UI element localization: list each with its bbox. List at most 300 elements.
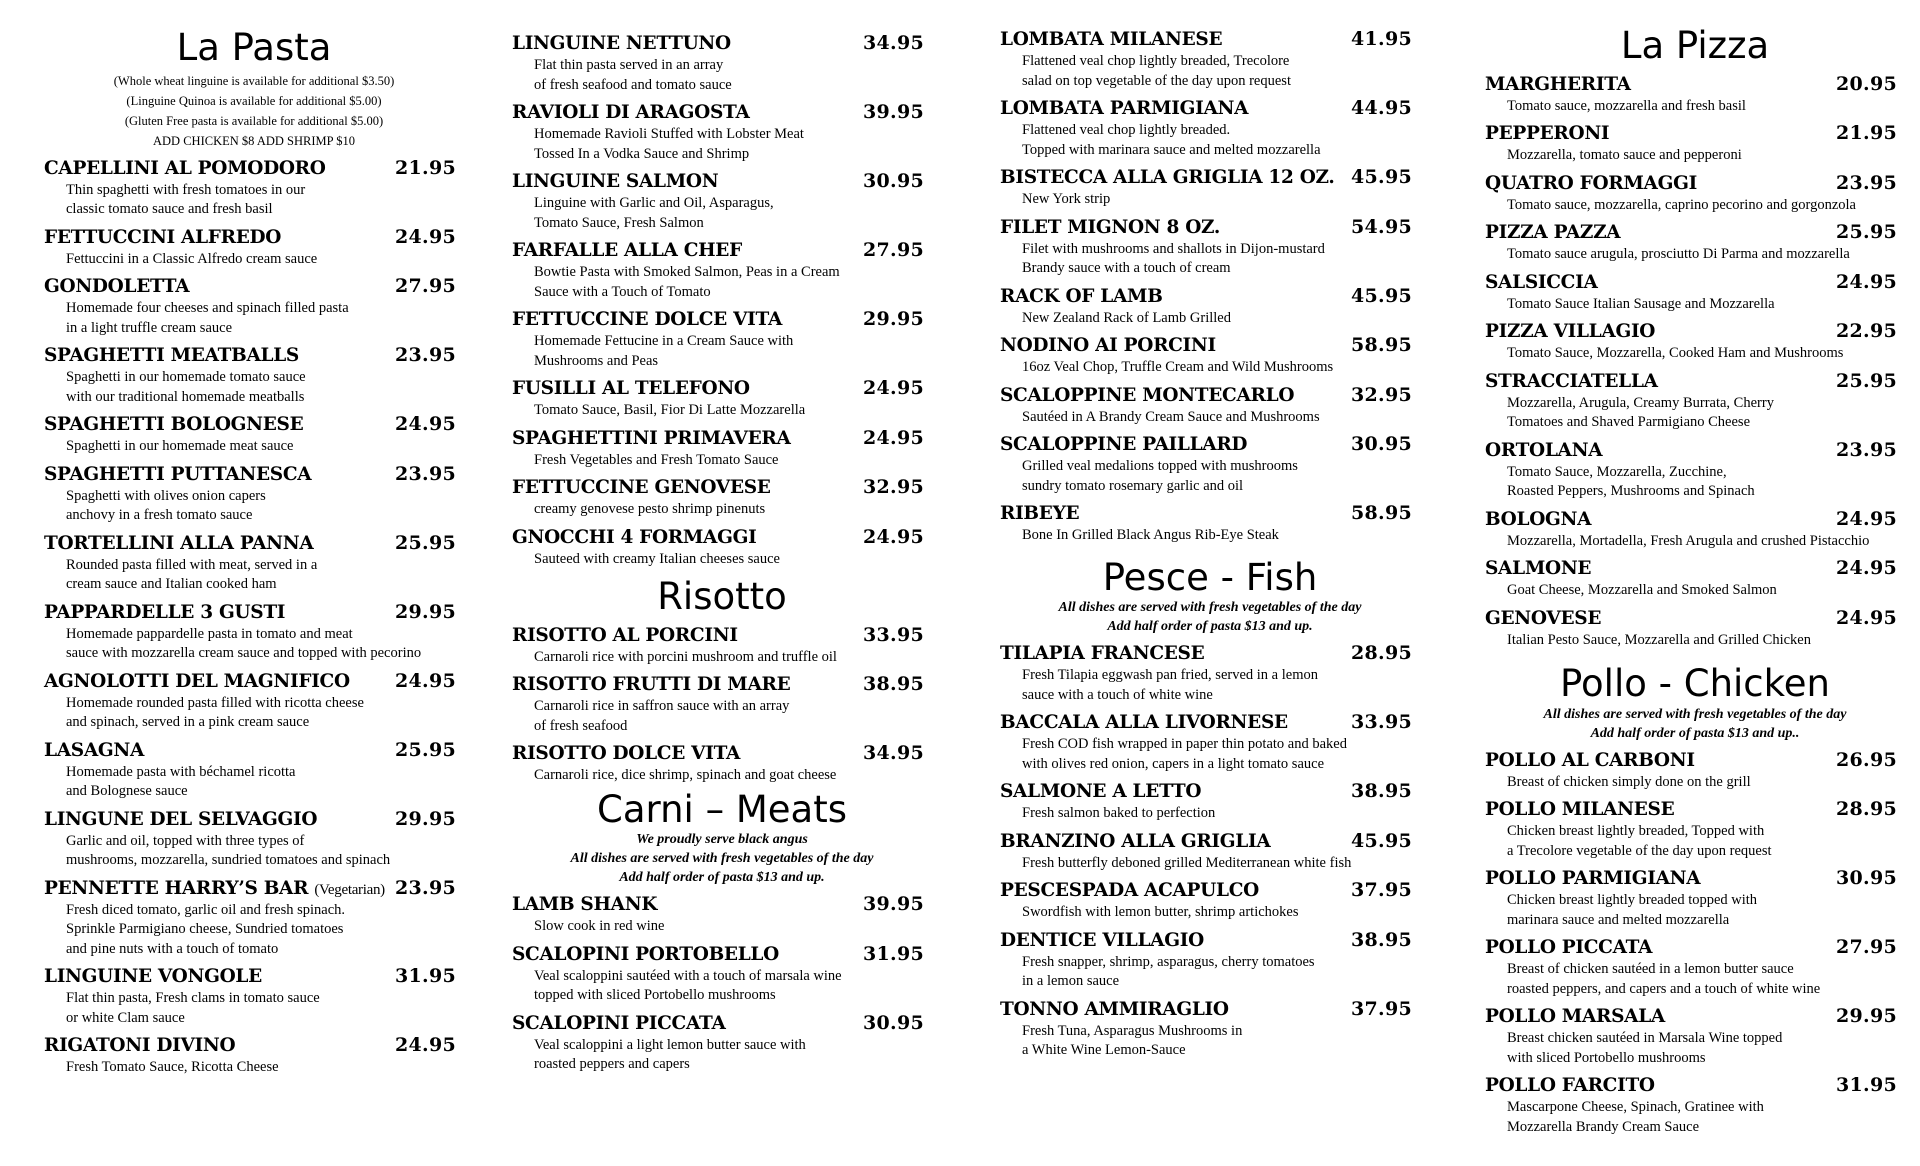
dish-name [1485,1006,1665,1027]
dish-price: 38.95 [1351,928,1412,951]
dish-description: Tomato Sauce, Mozzarella, Cooked Ham and Mushrooms [1507,345,1844,362]
dish-name [44,227,281,248]
menu-item-header [512,742,932,764]
dish-name [1000,434,1247,455]
dish-price: 39.95 [863,893,924,916]
dish-name [44,276,189,297]
pasta-notes [44,71,464,151]
dish-name-text: POLLO PICCATA [1485,937,1653,959]
dish-price: 25.95 [1836,369,1897,392]
dish-price: 58.95 [1351,334,1412,356]
dish-price: 28.95 [1351,642,1412,665]
menu-item [44,463,464,526]
dish-name [1485,509,1591,530]
dish-description: Fresh COD fish wrapped in paper thin potato and baked with olives red onion, capers in a light tomato sauce [1022,736,1347,772]
dish-name-text: POLLO MILANESE [1485,799,1675,821]
dish-description: Fresh Tilapia eggwash pan fried, served in a lemon sauce with a touch of white wine [1022,667,1318,703]
dish-name [1000,385,1294,406]
dish-name-text: SPAGHETTI BOLOGNESE [44,414,304,436]
menu-item-header [1485,557,1905,579]
dish-price: 30.95 [863,1011,924,1034]
dish-price: 31.95 [1836,1074,1897,1097]
dish-price: 24.95 [395,225,456,248]
dish-price: 27.95 [1836,936,1897,959]
menu-item-header [44,1034,464,1056]
dish-description: Garlic and oil, topped with three types of mushrooms, mozzarella, sundried tomatoes and spinach [66,832,391,869]
menu-item-header [44,808,464,830]
menu-item-header [1000,998,1420,1020]
dish-name-text: SALSICCIA [1485,271,1598,293]
dish-name [1000,167,1335,188]
dish-name [1000,335,1216,356]
menu-item [44,808,464,871]
dish-description: Chicken breast lightly breaded topped with marinara sauce and melted mozzarella [1507,892,1758,928]
menu-item [512,1012,932,1075]
dish-price: 21.95 [1836,122,1897,145]
dish-name [44,464,311,485]
menu-item [1000,384,1420,428]
dish-name-text: PENNETTE HARRY’S BAR [44,877,309,899]
menu-item [1485,320,1905,364]
dish-description: 16oz Veal Chop, Truffle Cream and Wild Mushrooms [1022,359,1334,375]
fish-intro-line: All dishes are served with fresh vegetables of the day [1058,600,1362,616]
dish-price: 23.95 [395,876,456,899]
menu-item-header [512,239,932,261]
dish-price: 45.95 [1351,829,1412,852]
menu-item [44,670,464,733]
pizza-list [1485,73,1905,651]
dish-name [1000,217,1220,238]
dish-price: 23.95 [395,462,456,485]
dish-description: Tomato Sauce, Basil, Fior Di Latte Mozzarella [534,402,806,418]
pasta-note: (Whole wheat linguine is available for additional $3.50) [113,73,395,88]
column-pizza-chicken [1485,26,1905,1137]
meats-list-2 [1000,28,1420,546]
dish-price: 30.95 [863,170,924,192]
dish-name-text: LINGUINE SALMON [512,171,719,192]
dish-name-text: SPAGHETTI PUTTANESCA [44,463,312,485]
menu-item [1000,216,1420,279]
dish-name-text: SALMONE [1485,558,1592,580]
dish-name [512,625,738,646]
dish-name [1485,868,1700,889]
menu-item [512,943,932,1006]
dish-description: Fresh salmon baked to perfection [1022,805,1216,822]
dish-name-text: TORTELLINI ALLA PANNA [44,532,314,554]
menu-item [44,275,464,338]
dish-name-text: FETTUCCINE GENOVESE [512,477,771,498]
menu-item [44,344,464,407]
dish-description: Veal scaloppini a light lemon butter sauce with roasted peppers and capers [534,1036,806,1073]
dish-price: 25.95 [1836,221,1897,244]
dish-name [44,1035,235,1056]
menu-item [1000,642,1420,705]
dish-name-text: LINGUNE DEL SELVAGGIO [44,808,318,830]
dish-description: Tomato sauce arugula, prosciutto Di Parma and mozzarella [1507,246,1850,263]
dish-name [512,428,791,449]
dish-price: 25.95 [395,738,456,761]
dish-description: Fresh Tomato Sauce, Ricotta Cheese [66,1059,279,1076]
dish-price: 24.95 [395,413,456,436]
menu-item-header [1485,370,1905,392]
dish-price: 31.95 [863,942,924,965]
menu-item-header [1000,780,1420,802]
dish-name-text: SPAGHETTINI PRIMAVERA [512,427,791,449]
menu-item-header [1000,929,1420,951]
dish-description: Tomato Sauce Italian Sausage and Mozzarella [1507,295,1775,312]
dish-description: Fresh diced tomato, garlic oil and fresh spinach. Sprinkle Parmigiano cheese, Sundried tomatoes and pine nuts with a touch of tomato [66,901,346,957]
menu-item-header [1000,334,1420,356]
dish-price: 31.95 [395,965,456,988]
dish-description: Swordfish with lemon butter, shrimp artichokes [1022,904,1299,921]
dish-name [512,894,657,915]
menu-item-header [512,1012,932,1034]
dish-description: Carnaroli rice with porcini mushroom and truffle oil [534,648,837,665]
dish-name-text: FARFALLE ALLA CHEF [512,240,742,261]
dish-name [1485,371,1658,392]
dish-name-text: LINGUINE NETTUNO [512,33,731,54]
dish-name-text: FETTUCCINE DOLCE VITA [512,309,783,330]
menu-item-header [1000,28,1420,50]
menu-item [1485,936,1905,999]
dish-name [44,414,303,435]
dish-description: Grilled veal medalions topped with mushrooms sundry tomato rosemary garlic and oil [1022,458,1298,494]
menu-item [1000,998,1420,1061]
menu-item [1485,122,1905,166]
menu-item-header [1000,830,1420,852]
dish-description: Fresh Vegetables and Fresh Tomato Sauce [534,451,779,468]
section-title-risotto: Risotto [657,575,787,618]
dish-name [1000,999,1229,1020]
dish-note: (Vegetarian) [314,881,385,898]
dish-price: 30.95 [1836,867,1897,890]
dish-name [1485,937,1652,958]
dish-description: Bone In Grilled Black Angus Rib-Eye Steak [1022,527,1279,543]
menu-item-header [512,624,932,646]
dish-name [44,740,144,761]
column-pasta-risotto-meats [512,26,932,1075]
menu-item [512,624,932,668]
dish-name [1485,321,1655,342]
dish-name [1000,98,1248,119]
dish-name [1000,286,1163,307]
menu-item-header [1485,867,1905,889]
dish-name-text: RISOTTO DOLCE VITA [512,743,741,765]
menu-item [1485,370,1905,433]
dish-description: Tomato sauce, mozzarella, caprino pecorino and gorgonzola [1507,196,1856,213]
dish-price: 21.95 [395,156,456,179]
dish-description: Sautéed in A Brandy Cream Sauce and Mushrooms [1022,408,1320,425]
chicken-intro-line: Add half order of pasta $13 and up.. [1590,725,1800,741]
dish-description: Chicken breast lightly breaded, Topped with a Trecolore vegetable of the day upon request [1507,823,1772,859]
menu-item [1485,271,1905,315]
dish-description: Homemade four cheeses and spinach filled pasta in a light truffle cream sauce [66,300,349,336]
section-title-fish: Pesce - Fish [1102,555,1318,599]
menu-item-header [1485,749,1905,771]
dish-name-text: RACK OF LAMB [1000,285,1163,307]
dish-price: 58.95 [1351,502,1412,524]
menu-item-header [1485,439,1905,461]
dish-name [44,158,326,179]
menu-item-header [1000,384,1420,406]
menu-item [44,1034,464,1078]
menu-item-header [1485,1005,1905,1027]
menu-item-header [1000,879,1420,901]
dish-description: Fresh snapper, shrimp, asparagus, cherry tomatoes in a lemon sauce [1022,953,1315,990]
menu-item-header [44,532,464,554]
dish-description: Spaghetti with olives onion capers anchovy in a fresh tomato sauce [66,487,266,524]
menu-item [44,226,464,270]
dish-name [1000,781,1201,802]
dish-price: 27.95 [395,275,456,298]
menu-item-header [1000,642,1420,664]
dish-name [512,674,790,695]
dish-description: Breast of chicken simply done on the grill [1507,773,1751,790]
dish-name-text: RIGATONI DIVINO [44,1035,236,1057]
dish-description: Thin spaghetti with fresh tomatoes in our classic tomato sauce and fresh basil [66,181,306,218]
menu-item [44,532,464,595]
dish-name-text: SCALOPINI PICCATA [512,1012,726,1034]
menu-item [44,601,464,664]
menu-item-header [1485,936,1905,958]
column-meats-fish [1000,22,1420,1061]
dish-description: Spaghetti in our homemade meat sauce [66,438,294,455]
dish-description: Filet with mushrooms and shallots in Dijon-mustard Brandy sauce with a touch of cream [1022,240,1325,276]
dish-price: 37.95 [1351,997,1412,1020]
dish-price: 24.95 [863,525,924,548]
menu-item-header [44,965,464,987]
dish-name-text: POLLO FARCITO [1485,1075,1655,1097]
menu-item-header [1485,271,1905,293]
dish-name-text: TILAPIA FRANCESE [1000,643,1205,665]
dish-price: 24.95 [863,377,924,399]
dish-description: Homemade pappardelle pasta in tomato and meat sauce with mozzarella cream sauce and topped with pecorino [66,625,422,662]
dish-name [512,1013,726,1034]
dish-price: 24.95 [863,426,924,449]
menu-item [1000,929,1420,992]
dish-name [512,33,731,54]
dish-price: 25.95 [395,531,456,554]
dish-description: Breast of chicken sautéed in a lemon butter sauce roasted peppers, and capers and a touch of white wine [1507,961,1821,997]
dish-description: Linguine with Garlic and Oil, Asparagus, Tomato Sauce, Fresh Salmon [534,195,774,231]
menu-item-header [1000,502,1420,524]
menu-item-header [1485,1074,1905,1096]
dish-price: 29.95 [395,807,456,830]
dish-name-text: FILET MIGNON 8 OZ. [1000,216,1221,238]
dish-description: New Zealand Rack of Lamb Grilled [1022,309,1231,326]
dish-description: Fresh butterfly deboned grilled Mediterranean white fish [1022,854,1352,871]
dish-description: Mascarpone Cheese, Spinach, Gratinee with Mozzarella Brandy Cream Sauce [1507,1099,1764,1135]
dish-price: 30.95 [1351,433,1412,455]
dish-name-text: LAMB SHANK [512,894,658,916]
dish-price: 34.95 [863,742,924,765]
dish-name [1000,930,1204,951]
menu-item [1000,334,1420,378]
menu-item [1485,749,1905,793]
dish-name [512,944,779,965]
dish-price: 44.95 [1351,97,1412,119]
dish-name [512,309,782,330]
dish-name-text: GNOCCHI 4 FORMAGGI [512,526,757,548]
dish-name [44,345,299,366]
dish-name-text: SCALOPPINE MONTECARLO [1000,384,1295,406]
menu-item [512,427,932,471]
dish-name-text: POLLO AL CARBONI [1485,749,1695,771]
dish-price: 39.95 [863,101,924,123]
dish-name [1485,173,1697,194]
dish-price: 54.95 [1351,215,1412,238]
dish-name [1000,880,1259,901]
menu-item [44,965,464,1028]
dish-price: 24.95 [395,669,456,692]
menu-item [1485,867,1905,930]
menu-item-header [512,377,932,399]
dish-name-text: RIBEYE [1000,503,1080,524]
dish-description: Fettuccini in a Classic Alfredo cream sauce [66,250,318,267]
section-title-chicken: Pollo - Chicken [1560,662,1830,706]
menu-item [512,673,932,736]
dish-name-text: POLLO MARSALA [1485,1006,1665,1028]
menu-item-header [1000,433,1420,455]
risotto-list [512,624,932,786]
menu-item [1485,439,1905,502]
dish-price: 24.95 [1836,557,1897,580]
chicken-list [1485,749,1905,1138]
dish-description: Rounded pasta filled with meat, served in a cream sauce and Italian cooked ham [66,556,318,593]
menu-item [1000,780,1420,824]
menu-item-header [1000,285,1420,307]
dish-description: Tomato sauce, mozzarella and fresh basil [1507,97,1746,114]
dish-description: Homemade Ravioli Stuffed with Lobster Meat Tossed In a Vodka Sauce and Shrimp [534,126,804,162]
dish-name-text: GENOVESE [1485,607,1602,629]
menu-item-header [44,157,464,179]
menu-item-header [44,670,464,692]
dish-name [1485,123,1609,144]
dish-price: 38.95 [1351,780,1412,803]
menu-item-header [1485,320,1905,342]
dish-price: 23.95 [1836,171,1897,194]
menu-item [1485,798,1905,861]
dish-name-text: PAPPARDELLE 3 GUSTI [44,601,286,623]
menu-item [1000,97,1420,160]
menu-item-header [1000,166,1420,188]
menu-item [1485,73,1905,117]
menu-item [1485,172,1905,216]
dish-description: Spaghetti in our homemade tomato sauce with our traditional homemade meatballs [66,369,306,405]
dish-price: 27.95 [863,239,924,261]
menu-item [44,157,464,220]
dish-price: 26.95 [1836,748,1897,771]
column-pasta [44,28,464,1078]
dish-price: 38.95 [863,673,924,696]
dish-description: Flat thin pasta, Fresh clams in tomato sauce or white Clam sauce [66,990,320,1026]
section-title-pizza: La Pizza [1620,24,1770,67]
fish-intro [1000,598,1420,636]
dish-price: 32.95 [1351,383,1412,406]
dish-price: 23.95 [1836,438,1897,461]
dish-name [1485,608,1601,629]
menu-item-header [512,893,932,915]
menu-item [512,170,932,233]
dish-name-text: RISOTTO AL PORCINI [512,624,738,646]
dish-name-text: RISOTTO FRUTTI DI MARE [512,674,791,696]
dish-name [512,477,771,498]
dish-description: Flattened veal chop lightly breaded, Trecolore salad on top vegetable of the day upon request [1022,53,1291,89]
dish-description: Homemade Fettucine in a Cream Sauce with Mushrooms and Peas [534,333,794,369]
menu-item-header [512,32,932,54]
dish-price: 28.95 [1836,798,1897,821]
menu-item-header [512,526,932,548]
menu-item-header [512,943,932,965]
dish-name-text: SCALOPPINE PAILLARD [1000,434,1248,455]
menu-item-header [1485,73,1905,95]
menu-item [1485,1005,1905,1068]
dish-price: 24.95 [395,1034,456,1057]
dish-description: creamy genovese pesto shrimp pinenuts [534,501,766,517]
dish-name-text: RAVIOLI DI ARAGOSTA [512,102,750,123]
dish-price: 23.95 [395,344,456,367]
menu-item [1485,1074,1905,1137]
dish-name [512,378,750,399]
dish-name-text: LINGUINE VONGOLE [44,966,262,988]
dish-price: 20.95 [1836,72,1897,95]
menu-item-header [1000,216,1420,238]
dish-name-text: BISTECCA ALLA GRIGLIA 12 OZ. [1000,167,1335,188]
dish-price: 24.95 [1836,507,1897,530]
dish-name [44,602,285,623]
dish-description: Slow cook in red wine [534,918,665,935]
fish-intro-line: Add half order of pasta $13 and up. [1107,619,1313,635]
dish-description: Bowtie Pasta with Smoked Salmon, Peas in a Cream Sauce with a Touch of Tomato [534,264,840,300]
menu-item [512,377,932,421]
menu-item-header [44,413,464,435]
dish-name-text: BOLOGNA [1485,508,1592,530]
dish-name [1000,831,1270,852]
dish-price: 45.95 [1351,284,1412,307]
menu-item-header [512,673,932,695]
dish-name [44,878,385,899]
dish-name [1485,1075,1655,1096]
menu-item [512,476,932,520]
dish-description: Mozzarella, Mortadella, Fresh Arugula and crushed Pistacchio [1507,532,1870,549]
dish-name [1000,643,1204,664]
dish-price: 33.95 [863,623,924,646]
meats-list [512,893,932,1075]
dish-price: 29.95 [395,600,456,623]
menu-item-header [1000,711,1420,733]
menu-item-header [512,170,932,192]
dish-price: 22.95 [1836,320,1897,343]
meats-intro-line: Add half order of pasta $13 and up. [619,870,825,886]
menu-item-header [512,476,932,498]
dish-price: 24.95 [1836,606,1897,629]
dish-name-text: PESCESPADA ACAPULCO [1000,880,1259,902]
dish-name [44,809,317,830]
dish-price: 45.95 [1351,166,1412,188]
chicken-intro-line: All dishes are served with fresh vegetables of the day [1543,706,1847,722]
dish-description: Goat Cheese, Mozzarella and Smoked Salmon [1507,582,1777,599]
pasta-list-2 [512,32,932,569]
menu-item-header [1485,798,1905,820]
dish-name [1485,750,1695,771]
dish-name [1485,272,1598,293]
dish-description: Veal scaloppini sautéed with a touch of marsala wine topped with sliced Portobello mushrooms [534,967,842,1004]
dish-name-text: BRANZINO ALLA GRIGLIA [1000,830,1271,852]
dish-name [1000,712,1288,733]
menu-item-header [44,275,464,297]
dish-description: Sauteed with creamy Italian cheeses sauce [534,550,780,567]
dish-description: Tomato Sauce, Mozzarella, Zucchine, Roasted Peppers, Mushrooms and Spinach [1507,463,1755,500]
